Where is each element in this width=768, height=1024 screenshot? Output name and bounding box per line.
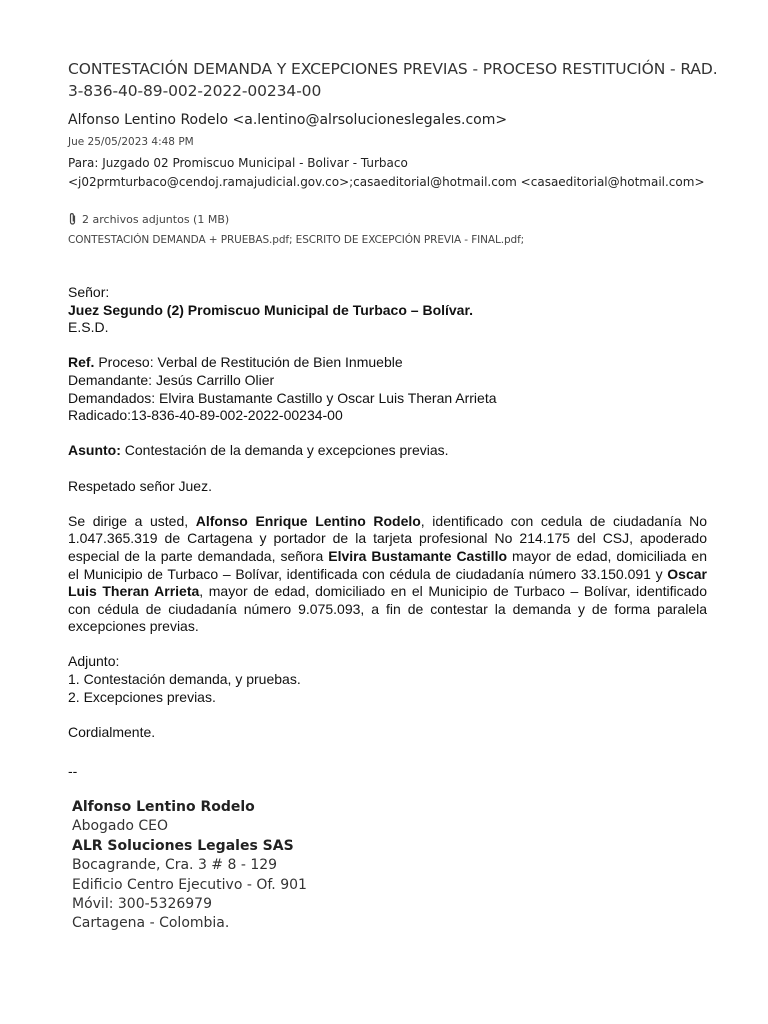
closing: Cordialmente. (68, 723, 156, 740)
radicado-line: Radicado:13-836-40-89-002-2022-00234-00 (68, 407, 343, 424)
signature-block (72, 798, 307, 934)
email-body (68, 284, 707, 781)
email-recipients (68, 154, 728, 192)
email-sender[interactable]: Alfonso Lentino Rodelo <a.lentino@alrsolucioneslegales.com> (68, 112, 508, 128)
to-label: Para: (68, 156, 99, 170)
demandante-line: Demandante: Jesús Carrillo Olier (68, 371, 275, 388)
ref-line: Ref. Proceso: Verbal de Restitución de Bien Inmueble (68, 354, 403, 371)
attachments-summary[interactable] (68, 212, 229, 226)
adjunto-item: 1. Contestación demanda, y pruebas. (68, 671, 301, 688)
salutation: Señor: (68, 284, 110, 300)
signature-phone: Móvil: 300-5326979 (72, 896, 212, 913)
asunto-line: Asunto: Contestación de la demanda y excepciones previas. (68, 442, 449, 459)
attachments-count: 2 archivos adjuntos (1 MB) (82, 212, 230, 226)
demandados-line: Demandados: Elvira Bustamante Castillo y Oscar Luis Theran Arrieta (68, 389, 497, 406)
signature-name: Alfonso Lentino Rodelo (72, 799, 255, 815)
signature-address-2: Edificio Centro Ejecutivo - Of. 901 (72, 876, 307, 893)
court-line: Juez Segundo (2) Promiscuo Municipal de Turbaco – Bolívar. (68, 301, 474, 318)
attachments-files[interactable]: CONTESTACIÓN DEMANDA + PRUEBAS.pdf; ESCRITO DE EXCEPCIÓN PREVIA - FINAL.pdf; (68, 234, 525, 246)
paperclip-icon (68, 212, 77, 226)
signature-role: Abogado CEO (72, 818, 169, 835)
to-line-1[interactable]: Juzgado 02 Promiscuo Municipal - Bolivar - Turbaco (102, 156, 408, 170)
adjunto-item: 2. Excepciones previas. (68, 688, 216, 705)
email-date: Jue 25/05/2023 4:48 PM (68, 136, 194, 148)
email-subject: CONTESTACIÓN DEMANDA Y EXCEPCIONES PREVIAS - PROCESO RESTITUCIÓN - RAD. 3-836-40-89-002-2022-00234-00 (68, 60, 718, 100)
to-line-2[interactable]: <j02prmturbaco@cendoj.ramajudicial.gov.co>;casaeditorial@hotmail.com <casaeditorial@hotmail.com> (68, 175, 705, 189)
greeting: Respetado señor Juez. (68, 477, 212, 494)
esd-line: E.S.D. (68, 319, 109, 336)
signature-company: ALR Soluciones Legales SAS (72, 837, 294, 854)
adjunto-label: Adjunto: (68, 653, 120, 670)
signature-address-1: Bocagrande, Cra. 3 # 8 - 129 (72, 857, 278, 874)
main-paragraph: Se dirige a usted, Alfonso Enrique Lentino Rodelo, identificado con cedula de ciudadanía No 1.047.365.319 de Cartagena y portador de la tarjeta profesional No 214.175 del CSJ, apoderado especial de la parte demandada, señora Elvira Bustamante Castillo mayor de edad, domiciliada en el Municipio de Turbaco – Bolívar, identificada con cédula de ciudadanía número 33.150.091 y Oscar Luis Theran Arrieta, mayor de edad, domiciliado en el Municipio de Turbaco – Bolívar, identificado con cédula de ciudadanía número 9.075.093, a fin de contestar la demanda y de forma paralela excepciones previas. (68, 512, 707, 635)
signature-separator: -- (68, 763, 78, 780)
signature-city: Cartagena - Colombia. (72, 915, 230, 932)
